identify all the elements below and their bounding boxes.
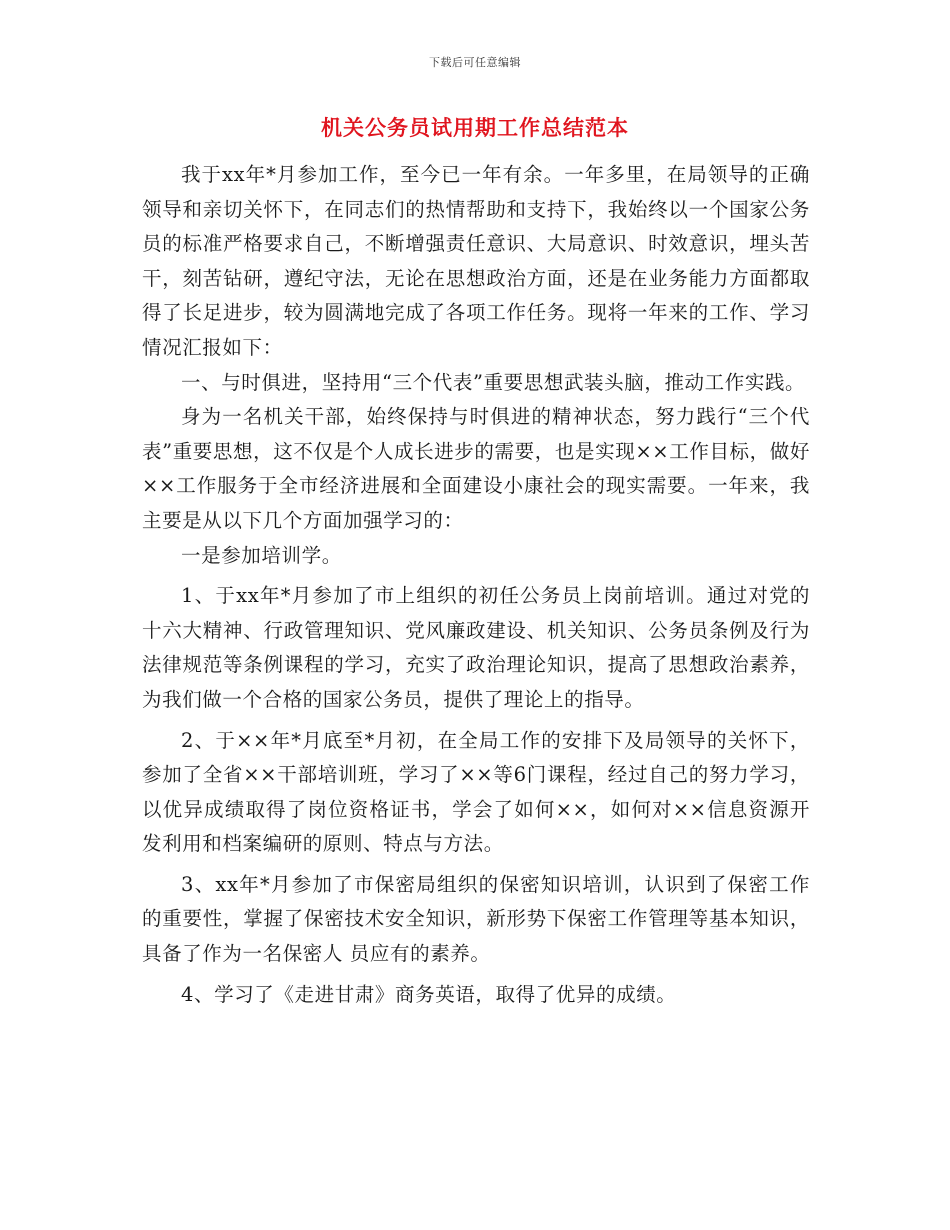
- document-body: [142, 158, 810, 1012]
- paragraph-item-4: 4、学习了《走进甘肃》商务英语，取得了优异的成绩。: [181, 982, 677, 1006]
- paragraph-subheading: 一是参加培训学。: [181, 543, 342, 567]
- paragraph-item-2: 2、于××年*月底至*月初，在全局工作的安排下及局领导的关怀下，参加了全省××干部培训班，学习了××等6门课程，经过自己的努力学习，以优异成绩取得了岗位资格证书，学会了如何××，如何对××信息资源开发利用和档案编研的原则、特点与方法。: [142, 728, 810, 856]
- paragraph-item-3: 3、xx年*月参加了市保密局组织的保密知识培训，认识到了保密工作的重要性，掌握了保密技术安全知识，新形势下保密工作管理等基本知识，具备了作为一名保密人 员应有的素养。: [142, 872, 810, 966]
- paragraph-item-1: 1、于xx年*月参加了市上组织的初任公务员上岗前培训。通过对党的十六大精神、行政管理知识、党风廉政建设、机关知识、公务员条例及行为法律规范等条例课程的学习，充实了政治理论知识，提高了思想政治素养，为我们做一个合格的国家公务员，提供了理论上的指导。: [142, 584, 810, 711]
- document-title: 机关公务员试用期工作总结范本: [321, 115, 629, 140]
- paragraph-section-body: 身为一名机关干部，始终保持与时俱进的精神状态，努力践行“三个代表”重要思想，这不仅是个人成长进步的需要，也是实现××工作目标，做好××工作服务于全市经济进展和全面建设小康社会的现实需要。一年来，我主要是从以下几个方面加强学习的：: [142, 405, 810, 532]
- paragraph-intro: 我于xx年*月参加工作，至今已一年有余。一年多里，在局领导的正确领导和亲切关怀下，在同志们的热情帮助和支持下，我始终以一个国家公务员的标准严格要求自己，不断增强责任意识、大局意识、时效意识，埋头苦干，刻苦钻研，遵纪守法，无论在思想政治方面，还是在业务能力方面都取得了长足进步，较为圆满地完成了各项工作任务。现将一年来的工作、学习情况汇报如下：: [142, 163, 810, 359]
- paragraph-section-heading: 一、与时俱进，坚持用“三个代表”重要思想武装头脑，推动工作实践。: [181, 370, 806, 394]
- header-note: 下载后可任意编辑: [429, 56, 521, 69]
